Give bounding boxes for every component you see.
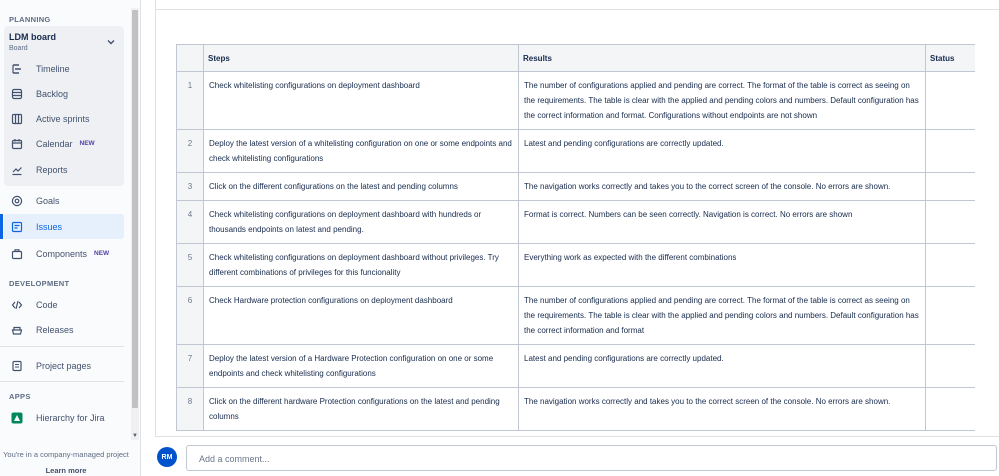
sidebar-item-calendar[interactable]	[4, 131, 124, 156]
sidebar-item-components[interactable]	[4, 241, 124, 266]
status-cell	[926, 201, 976, 244]
sidebar-item-hierarchy-for-jira[interactable]	[4, 405, 124, 430]
sidebar-item-project-pages[interactable]	[4, 353, 124, 378]
row-number: 2	[177, 130, 204, 173]
step-cell: Deploy the latest version of a whitelisting configuration on one or some endpoints and check whitelisting configurations	[204, 130, 519, 173]
sidebar-item-cut-off	[4, 432, 124, 440]
status-cell	[926, 72, 976, 130]
status-cell	[926, 345, 976, 388]
sidebar-scroll-area	[0, 0, 128, 440]
table-header-row	[177, 45, 976, 72]
apps-section-label: APPS	[9, 392, 31, 401]
sidebar-item-label: Project pages	[36, 360, 92, 371]
sidebar-item-label: Reports	[36, 164, 68, 175]
row-number: 5	[177, 244, 204, 287]
app-icon	[10, 438, 24, 441]
row-number: 7	[177, 345, 204, 388]
company-managed-note: You're in a company-managed project	[3, 450, 129, 459]
result-cell: The number of configurations applied and pending are correct. The format of the table is correct as seeing on the requirements. The table is clear with the applied and pending colors and numbers. Default configuration has the correct information and format	[519, 287, 926, 345]
sidebar	[0, 0, 141, 476]
status-cell	[926, 173, 976, 201]
sidebar-scrollbar[interactable]	[131, 8, 139, 440]
result-cell: Format is correct. Numbers can be seen correctly. Navigation is correct. No errors are shown	[519, 201, 926, 244]
step-cell: Click on the different configurations on the latest and pending columns	[204, 173, 519, 201]
sidebar-item-reports[interactable]	[4, 157, 124, 182]
releases-icon	[10, 323, 24, 337]
development-section-label: DEVELOPMENT	[9, 279, 70, 288]
reports-icon	[10, 163, 24, 177]
result-cell: Latest and pending configurations are correctly updated.	[519, 130, 926, 173]
table-row	[177, 244, 976, 287]
learn-more-link[interactable]: Learn more	[45, 466, 87, 475]
sidebar-item-label: Releases	[36, 324, 74, 335]
result-cell: The navigation works correctly and takes you to the correct screen of the console. No errors are shown.	[519, 173, 926, 201]
timeline-icon	[10, 62, 24, 76]
sidebar-item-label: Issues	[36, 221, 63, 232]
table-row	[177, 173, 976, 201]
sidebar-divider	[0, 381, 124, 382]
hierarchy-app-icon	[10, 411, 24, 425]
sidebar-item-label: Goals	[36, 195, 60, 206]
result-cell: The number of configurations applied and pending are correct. The format of the table is correct as seeing on the requirements. The table is clear with the applied and pending colors and numbers. Default configuration has the correct information and format. Configurations without endpoints are not shown	[519, 72, 926, 130]
sidebar-item-releases[interactable]	[4, 317, 124, 342]
column-header-results: Results	[519, 45, 926, 72]
content-left-border	[155, 0, 156, 436]
table-row	[177, 287, 976, 345]
row-number: 3	[177, 173, 204, 201]
test-steps-table	[176, 44, 975, 435]
issues-icon	[10, 220, 24, 234]
page-icon	[10, 359, 24, 373]
sidebar-item-active-sprints[interactable]	[4, 106, 124, 131]
code-icon	[10, 298, 24, 312]
new-badge: NEW	[79, 140, 95, 147]
sidebar-item-label: Components	[36, 248, 88, 259]
table-row	[177, 130, 976, 173]
column-header-steps: Steps	[204, 45, 519, 72]
table-row	[177, 72, 976, 130]
avatar[interactable]: RM	[157, 447, 177, 467]
row-number: 6	[177, 287, 204, 345]
sidebar-item-timeline[interactable]	[4, 56, 124, 81]
comment-input[interactable]: Add a comment...	[186, 445, 997, 471]
board-subtitle: Board	[9, 45, 28, 52]
step-cell: Check Hardware protection configurations on deployment dashboard	[204, 287, 519, 345]
sidebar-item-label: Calendar	[36, 138, 73, 149]
sidebar-divider	[0, 346, 124, 347]
table-row	[177, 388, 976, 431]
planning-section-label: PLANNING	[9, 15, 51, 24]
column-header-status: Status	[926, 45, 976, 72]
scrollbar-thumb[interactable]	[132, 10, 138, 408]
backlog-icon	[10, 87, 24, 101]
step-cell: Check whitelisting configurations on deployment dashboard with hundreds or thousands endpoints on latest and pending.	[204, 201, 519, 244]
sidebar-item-label: Active sprints	[36, 113, 90, 124]
result-cell: Latest and pending configurations are correctly updated.	[519, 345, 926, 388]
chevron-down-icon[interactable]	[106, 37, 116, 47]
calendar-icon	[10, 137, 24, 151]
status-cell	[926, 130, 976, 173]
board-icon	[10, 112, 24, 126]
sidebar-item-label: Hierarchy for Jira	[36, 412, 105, 423]
result-cell: The navigation works correctly and takes you to the correct screen of the console. No errors are shown.	[519, 388, 926, 431]
status-cell	[926, 388, 976, 431]
table-row	[177, 345, 976, 388]
result-cell: Everything work as expected with the different combinations	[519, 244, 926, 287]
step-cell: Check whitelisting configurations on deployment dashboard	[204, 72, 519, 130]
sidebar-item-code[interactable]	[4, 292, 124, 317]
step-cell: Deploy the latest version of a Hardware Protection configuration on one or some endpoints and check whitelisting configurations	[204, 345, 519, 388]
new-badge: NEW	[94, 250, 110, 257]
sidebar-item-backlog[interactable]	[4, 81, 124, 106]
board-title[interactable]: LDM board	[9, 32, 56, 42]
scroll-down-arrow-icon[interactable]: ▼	[132, 433, 138, 439]
goals-icon	[10, 194, 24, 208]
row-number: 4	[177, 201, 204, 244]
components-icon	[10, 247, 24, 261]
sidebar-item-label: Timeline	[36, 63, 70, 74]
row-number: 8	[177, 388, 204, 431]
status-cell	[926, 287, 976, 345]
table-row	[177, 201, 976, 244]
row-number: 1	[177, 72, 204, 130]
sidebar-item-goals[interactable]	[4, 188, 124, 213]
step-cell: Check whitelisting configurations on deployment dashboard without privileges. Try different combinations of privileges for this funcionality	[204, 244, 519, 287]
content-top-separator	[155, 9, 999, 10]
sidebar-item-label: Code	[36, 299, 58, 310]
status-cell	[926, 244, 976, 287]
column-header-index	[177, 45, 204, 72]
sidebar-item-label: Backlog	[36, 88, 69, 99]
step-cell: Click on the different hardware Protection configurations on the latest and pending columns	[204, 388, 519, 431]
sidebar-item-issues[interactable]	[4, 214, 124, 239]
